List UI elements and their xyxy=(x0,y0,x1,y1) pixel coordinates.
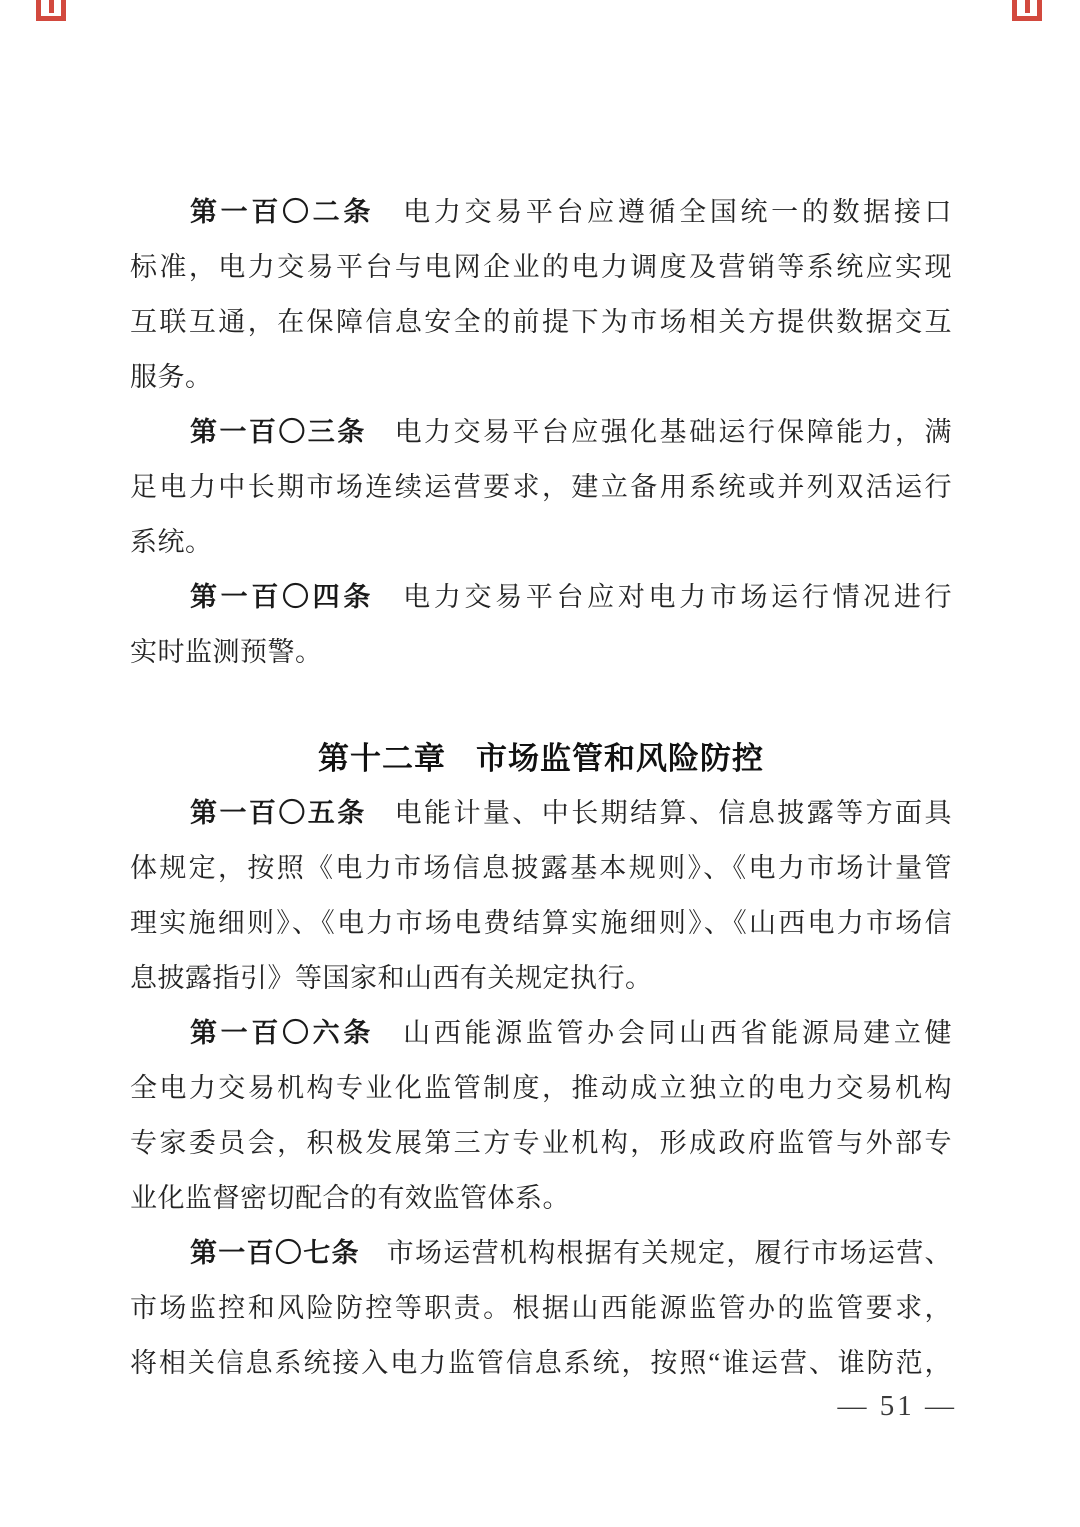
article-number: 第一百〇二条 xyxy=(190,197,374,227)
body-line xyxy=(130,240,952,295)
body-line xyxy=(130,185,952,240)
line-text: 理实施细则》、《电力市场电费结算实施细则》、《山西电力市场信 xyxy=(130,908,952,938)
body-line xyxy=(130,625,952,680)
body-line xyxy=(130,841,952,896)
line-text: 电力交易平台应遵循全国统一的数据接口 xyxy=(400,197,952,227)
line-text: 专家委员会，积极发展第三方专业机构，形成政府监管与外部专 xyxy=(130,1128,952,1158)
page-number: — 51 — xyxy=(837,1390,957,1422)
line-text: 全电力交易机构专业化监管制度，推动成立独立的电力交易机构 xyxy=(130,1073,952,1103)
body-line xyxy=(130,1281,952,1336)
document-body xyxy=(130,185,952,1391)
article-number: 第一百〇三条 xyxy=(190,417,367,447)
line-text: 体规定，按照《电力市场信息披露基本规则》、《电力市场计量管 xyxy=(130,853,952,883)
line-text: 实时监测预警。 xyxy=(130,637,323,667)
body-line xyxy=(130,951,952,1006)
article-number: 第一百〇六条 xyxy=(190,1018,374,1048)
line-text: 业化监督密切配合的有效监管体系。 xyxy=(130,1183,570,1213)
red-header-fragment-right xyxy=(1012,0,1042,24)
line-text: 标准，电力交易平台与电网企业的电力调度及营销等系统应实现 xyxy=(130,252,952,282)
article-number: 第一百〇五条 xyxy=(190,798,367,828)
chapter-number: 第十二章 xyxy=(318,741,446,776)
line-text: 息披露指引》等国家和山西有关规定执行。 xyxy=(130,963,653,993)
red-header-fragment-left xyxy=(36,0,66,24)
body-line xyxy=(130,460,952,515)
red-glyph-stroke xyxy=(1025,0,1030,13)
body-line xyxy=(130,350,952,405)
line-text: 电能计量、中长期结算、信息披露等方面具 xyxy=(392,798,952,828)
body-line xyxy=(130,405,952,460)
chapter-title: 市场监管和风险防控 xyxy=(476,741,764,776)
line-text: 电力交易平台应对电力市场运行情况进行 xyxy=(400,582,952,612)
line-text: 系统。 xyxy=(130,527,213,557)
line-text: 互联互通，在保障信息安全的前提下为市场相关方提供数据交互 xyxy=(130,307,952,337)
body-line xyxy=(130,570,952,625)
body-line xyxy=(130,515,952,570)
body-line xyxy=(130,1171,952,1226)
body-line xyxy=(130,295,952,350)
line-text: 服务。 xyxy=(130,362,213,392)
line-text: 足电力中长期市场连续运营要求，建立备用系统或并列双活运行 xyxy=(130,472,952,502)
line-text: 山西能源监管办会同山西省能源局建立健 xyxy=(400,1018,952,1048)
line-text: 电力交易平台应强化基础运行保障能力，满 xyxy=(392,417,952,447)
body-line xyxy=(130,1336,952,1391)
line-text: 市场监控和风险防控等职责。根据山西能源监管办的监管要求， xyxy=(130,1293,952,1323)
line-text: 市场运营机构根据有关规定，履行市场运营、 xyxy=(385,1238,952,1268)
line-text: 将相关信息系统接入电力监管信息系统，按照“谁运营、谁防范， xyxy=(130,1348,952,1378)
red-glyph-stroke xyxy=(49,0,54,13)
body-line xyxy=(130,786,952,841)
body-line xyxy=(130,1226,952,1281)
body-line xyxy=(130,1006,952,1061)
chapter-heading xyxy=(130,731,952,786)
body-line xyxy=(130,1061,952,1116)
article-number: 第一百〇四条 xyxy=(190,582,374,612)
article-number: 第一百〇七条 xyxy=(190,1238,360,1268)
body-line xyxy=(130,1116,952,1171)
body-line xyxy=(130,896,952,951)
